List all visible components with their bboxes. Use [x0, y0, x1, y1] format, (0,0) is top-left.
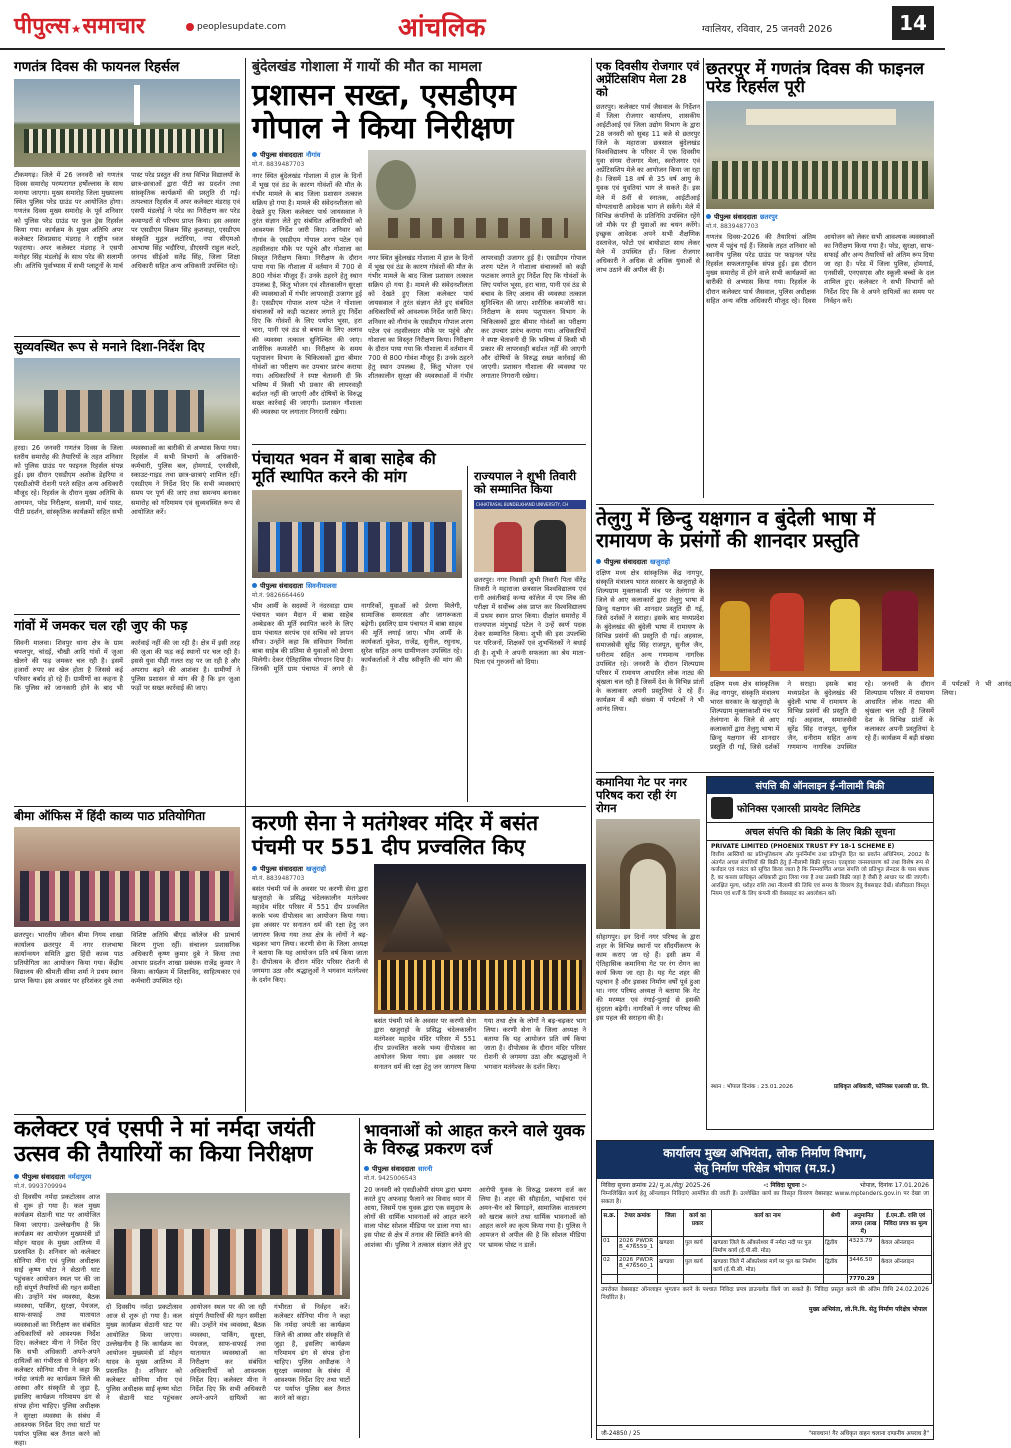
article-narmada [14, 1117, 354, 1447]
body-text-2: दो दिवसीय नर्मदा प्रकटोत्सव आज से शुरू हो गया है। कल मुख्य कार्यक्रम सेठानी घाट पर आयोजित किया जाएगा। उल्लेखनीय है कि कार्यक्रम का आयोजन मुख्यमंत्री डॉ मोहन यादव के मुख्य आतिथ्य में प्रस्तावित है। शनिवार को कलेक्टर सोनिया मीना एवं पुलिस अधीक्षक साईं कृष्ण थोटा ने सेठानी घाट पहुंचकर आयोजन स्थल पर की जा रही संपूर्ण तैयारियों की गहन समीक्षा की। उन्होंने मंच व्यवस्था, बैठक व्यवस्था, पार्किंग, सुरक्षा, पेयजल, साफ-सफाई तथा यातायात व्यवस्थाओं का निरीक्षण कर संबंधित अधिकारियों को आवश्यक निर्देश दिए। कलेक्टर मीना ने निर्देश दिए कि सभी अधिकारी अपने-अपने दायित्वों का गंभीरता से निर्वहन करें। कलेक्टर सोनिया मीना ने कहा कि नर्मदा जयंती का कार्यक्रम जिले की आस्था और संस्कृति से जुड़ा है, इसलिए कार्यक्रम गरिमामय ढंग से संपन्न होना चाहिए। पुलिस अधीक्षक ने सुरक्षा व्यवस्था के संबंध में आवश्यक निर्देश दिए तथा घाटों पर पर्याप्त पुलिस बल तैनात करने को कहा। [106, 1303, 350, 1403]
byline: पीपुल्स संवाददाता [714, 212, 758, 221]
body-text-2: दक्षिण मध्य क्षेत्र सांस्कृतिक केंद्र नागपुर, संस्कृति मंत्रालय भारत सरकार के खजुराहो के शिल्पग्राम मुक्ताकाशी मंच पर तेलंगाना के जिले से आए कलाकारों द्वारा तेलुगु भाषा में छिन्दु यक्षगान की शानदार प्रस्तुति दी गई, जिसे दर्शकों ने सराहा। इसके बाद मध्यप्रदेश के बुंदेलखंड की बुंदेली भाषा में रामायण के विभिन्न प्रसंगों की प्रस्तुति दी गई। अहवाल, समाजसेवी सुरेंद्र सिंह राजपूत, सुनील जैन, धनीराम सहित अन्य गणमान्य नागरिक उपस्थित रहे। जनवरी के दौरान शिल्पग्राम परिसर में रामायण आधारित लोक नाट्य की श्रृंखला चल रही है जिसमें देश के विभिन्न प्रांतों के कलाकार अपनी प्रस्तुतियां दे रहे हैं। कार्यक्रम में बड़ी संख्या में पर्यटकों ने भी आनंद लिया। [710, 679, 1011, 752]
byline-dot-icon [252, 152, 257, 157]
section-rule-6 [596, 504, 934, 505]
column-rule-sarni [359, 1118, 360, 1438]
article-guidelines [14, 340, 240, 608]
byline-mobile: मो.नं. 8839487703 [706, 222, 759, 230]
headline: सुव्यवस्थित रूप से मनाने दिशा-निर्देश दिए [14, 339, 205, 354]
byline-place: नौगांव [306, 150, 321, 159]
section-rule-5 [14, 1114, 586, 1115]
footer-slogan: "सावधान! गैर अधिकृत वाहन चलाना दण्डनीय अपराध है" [808, 1430, 929, 1437]
headline: एक दिवसीय रोजगार एवं अप्रेंटिसशिप मेला 28 को [596, 59, 700, 99]
body-text-2: बसंत पंचमी पर्व के अवसर पर करणी सेना द्वारा खजुराहो के प्रसिद्ध चंदेलकालीन मतंगेश्वर महादेव मंदिर परिसर में 551 दीप प्रज्वलित करके भव्य दीपोत्सव का आयोजन किया गया। इस अवसर पर सनातन धर्म की रक्षा हेतु जन जागरण किया गया तथा क्षेत्र के लोगों ने बढ़-चढ़कर भाग लिया। करणी सेना के जिला अध्यक्ष ने बताया कि यह आयोजन प्रति वर्ष किया जाता है। दीपोत्सव के दौरान मंदिर परिसर रोशनी से जगमगा उठा और श्रद्धालुओं ने भगवान मतंगेश्वर के दर्शन किए। [374, 1017, 586, 1071]
headline: भावनाओं को आहत करने वाले युवक के विरुद्ध प्रकरण दर्ज [364, 1121, 585, 1159]
byline-dot-icon [596, 559, 601, 564]
tender-header-cell: स.क्र. [602, 1209, 618, 1236]
body-text: सिवनी मालवा। शिवपुर थाना क्षेत्र के ग्राम चपलपुर, चांदई, चौखी आदि गांवों में जुआ खेलने की फड़ जमकर चल रही है। इसमें हजारों रुपए का खेल होता है जिससे कई परिवार बर्बाद हो रहे हैं। ग्रामीणों का कहना है कि पुलिस को जानकारी होने के बाद भी कार्रवाई नहीं की जा रही है। क्षेत्र में इसी तरह की जुआ की फड़ कई स्थानों पर चल रही है। इससे युवा पीढ़ी गलत राह पर जा रही है और अपराध बढ़ने की आशंका है। ग्रामीणों ने पुलिस प्रशासन से मांग की है कि इन जुआ फड़ों पर सख्त कार्रवाई की जाए। [14, 638, 240, 693]
byline-mobile: मो.नं. 9826664469 [252, 591, 305, 599]
byline: पीपुल्स संवाददाता [22, 1173, 66, 1182]
article-job-fair [596, 60, 700, 500]
tender-cell-name: खण्डवा जिले में ओंकारेश्वर मार्ग पर पुल का निर्माण कार्य (ई.पी.सी. मोड) [712, 1255, 824, 1274]
tender-notice-label: -: निविदा सूचना :- [763, 1182, 807, 1189]
article-chhatarpur-parade [706, 60, 934, 500]
tender-total-blank [658, 1274, 684, 1283]
byline-mobile: मो.नं. 9993709994 [14, 1183, 67, 1191]
tender-cell-sno: 02 [602, 1255, 618, 1274]
byline-place: खजुराहो [650, 557, 670, 566]
tender-total-blank [684, 1274, 712, 1283]
byline: पीपुल्स संवाददाता [260, 865, 304, 874]
column-rule-right [591, 58, 592, 1438]
dateline: ग्वालियर, रविवार, 25 जनवरी 2026 [702, 24, 833, 35]
group-photo[interactable] [14, 827, 240, 927]
tender-ref: निविदा सूचना क्रमांक 22/ मु.अ./सेतु/ 2025-26 [601, 1182, 711, 1189]
cows-photo[interactable] [368, 150, 586, 250]
byline: पीपुल्स संवाददाता [604, 557, 648, 566]
notice-title: संपत्ति की ऑनलाइन ई-नीलामी बिक्री [707, 777, 933, 794]
headline: गांवों में जमकर चल रही जुए की फड़ [14, 619, 188, 634]
brand-part-b: समाचार [82, 14, 145, 39]
headline: पंचायत भवन में बाबा साहेब की मूर्ति स्थापित करने की मांग [252, 449, 436, 486]
tender-header-cell: जिला [658, 1209, 684, 1236]
tender-total-blank [880, 1274, 932, 1283]
tender-date: भोपाल, दिनांक 17.01.2026 [859, 1182, 929, 1189]
officials-photo[interactable] [14, 358, 240, 440]
column-rule-left [245, 58, 246, 1112]
tender-cell-name: खण्डवा जिले के ओंकारेश्वर में नर्मदा नदी पर पुल निर्माण कार्य (ई.पी.सी. मोड) [712, 1236, 824, 1255]
body-text: गणतंत्र दिवस-2026 की तैयारियां अंतिम चरण में पहुंच गई हैं। जिसके तहत शनिवार को स्थानीय पुलिस परेड ग्राउंड पर फाइनल परेड रिहर्सल सफलतापूर्वक संपन्न हुई। इस दौरान मुख्य समारोह में होने वाले सभी कार्यक्रमों का बारीकी से अभ्यास किया गया। रिहर्सल के दौरान कलेक्टर पार्थ जैसवाल, पुलिस अधीक्षक सहित अन्य वरिष्ठ अधिकारी मौजूद रहे। दिवस आयोजन को लेकर सभी आवश्यक व्यवस्थाओं का निरीक्षण किया गया है। परेड, सुरक्षा, साफ-सफाई और अन्य तैयारियों को अंतिम रूप दिया जा रहा है। परेड में जिला पुलिस, होमगार्ड, एनसीसी, एनएसएस और स्कूली बच्चों के दल शामिल हुए। कलेक्टर ने सभी विभागों को निर्देश दिए कि वे अपने दायित्वों का समय पर निर्वहन करें। [706, 232, 934, 305]
tender-cell-emd: केवल ऑनलाइन [880, 1236, 932, 1255]
tender-total: 7770.29 [848, 1274, 880, 1283]
masthead [0, 0, 945, 50]
section-rule-1 [14, 336, 240, 337]
byline-dot-icon [252, 866, 257, 871]
banner-text: CHHATRASAL BUNDELKHAND UNIVERSITY, CH [474, 500, 586, 509]
byline: पीपुल्स संवाददाता [372, 1164, 416, 1173]
tender-cell-category: द्वितीय [824, 1255, 848, 1274]
section-rule-7 [596, 772, 934, 773]
body-text-1: नगर स्थित बुंदेलखंड गोशाला में हाल के दिनों में भूख एवं ठंड के कारण गोवंशों की मौत के गंभीर मामले के बाद जिला प्रशासन तत्काल सक्रिय हो गया है। मामले की संवेदनशीलता को देखते हुए जिला कलेक्टर पार्थ जायसवाल ने तुरंत संज्ञान लेते हुए संबंधित अधिकारियों को आवश्यक निर्देश जारी किए। शनिवार को नौगांव के एसडीएम गोपाल शरण पटेल एवं तहसीलदार मौके पर पहुंचे और गोशाला का विस्तृत निरीक्षण किया। निरीक्षण के दौरान पाया गया कि गौशाला में वर्तमान में 700 से 800 गोवंश मौजूद हैं। उनके ठहरने हेतु स्थान उपलब्ध है, किंतु भोजन एवं शीतकालीन सुरक्षा की व्यवस्थाओं में गंभीर लापरवाही उजागर हुई है। एसडीएम गोपाल शरण पटेल ने गोशाला संचालकों को कड़ी फटकार लगाते हुए निर्देश दिए कि गोवंशों के लिए पर्याप्त भूसा, हरा चारा, पानी एवं ठंड से बचाव के लिए अलाव की व्यवस्था तत्काल सुनिश्चित की जाए। शारीरिक कमजोरी था। निरीक्षण के समय पशुपालन विभाग के चिकित्सकों द्वारा बीमार गोवंशों का परीक्षण कर उपचार प्रारंभ कराया गया। अधिकारियों ने स्पष्ट चेतावनी दी कि भविष्य में किसी भी प्रकार की लापरवाही बर्दाश्त नहीं की जाएगी और दोषियों के विरुद्ध सख्त कार्रवाई की जाएगी। प्रशासन गौशाला की व्यवस्था पर लगातार निगरानी रखेगा। [252, 171, 362, 417]
notice-place-date: स्थान : भोपाल दिनांक : 23.01.2026 [711, 1084, 793, 1090]
section-rule-2 [14, 614, 240, 615]
parade-photo[interactable] [706, 101, 934, 209]
article-gaushala [252, 60, 586, 440]
headline: गणतंत्र दिवस की फायनल रिहर्सल [14, 59, 180, 75]
body-text: छतरपुर। कलेक्टर पार्थ जैसवाल के निर्देशन में जिला रोजगार कार्यालय, शासकीय आईटीआई एवं जिला उद्योग विभाग के द्वारा 28 जनवरी को सुबह 11 बजे से छतरपुर जिले के महाराजा छत्रसाल बुंदेलखंड विश्वविद्यालय के परिसर में एक दिवसीय युवा संगम रोजगार मेला, स्वरोजगार एवं अप्रेंटिसशिप मेले का आयोजन किया जा रहा है। जिसमें 18 वर्ष से 35 वर्ष आयु के युवक एवं युवतियां भाग ले सकते हैं। इस मेले में 8वीं से स्नातक, आईटीआई योग्यताधारी आवेदक भाग ले सकेंगे। मेले में विभिन्न कंपनियों के प्रतिनिधि उपस्थित रहेंगे जो मौके पर ही युवाओं का चयन करेंगे। इच्छुक आवेदक अपने सभी शैक्षणिक दस्तावेज, फोटो एवं बायोडाटा साथ लेकर मेले में उपस्थित हों। जिला रोजगार अधिकारी ने अधिक से अधिक युवाओं से लाभ उठाने की अपील की है। [596, 102, 700, 275]
kicker: बुंदेलखंड गोशाला में गायों की मौत का मामला [252, 59, 482, 75]
tender-signoff: मुख्य अभियंता, लो.नि.वि. सेतु निर्माण परिक्षेत्र भोपाल [808, 1305, 927, 1313]
inspection-photo[interactable] [106, 1193, 350, 1299]
tender-row [602, 1236, 932, 1255]
gate-photo[interactable] [596, 819, 700, 929]
article-governor-honour [474, 470, 586, 802]
notice-signoff: प्राधिकृत अधिकारी, फोनिक्स एआरसी प्रा. लि. [833, 1084, 929, 1090]
body-text-1: बसंत पंचमी पर्व के अवसर पर करणी सेना द्वारा खजुराहो के प्रसिद्ध चंदेलकालीन मतंगेश्वर महादेव मंदिर परिसर में 551 दीप प्रज्वलित करके भव्य दीपोत्सव का आयोजन किया गया। इस अवसर पर सनातन धर्म की रक्षा हेतु जन जागरण किया गया तथा क्षेत्र के लोगों ने बढ़-चढ़कर भाग लिया। करणी सेना के जिला अध्यक्ष ने बताया कि यह आयोजन प्रति वर्ष किया जाता है। दीपोत्सव के दौरान मंदिर परिसर रोशनी से जगमगा उठा और श्रद्धालुओं ने भगवान मतंगेश्वर के दर्शन किए। [252, 885, 368, 984]
brand-part-a: पीपुल्स [14, 14, 70, 39]
column-rule-jobfair [703, 58, 704, 498]
body-text: छतरपुर। भारतीय जीवन बीमा निगम शाखा कार्यालय छतरपुर में नगर राजभाषा कार्यान्वयन समिति द्वारा हिंदी काव्य पाठ प्रतियोगिता का आयोजन किया गया। केंद्रीय विद्यालय की श्रीमती सीमा शर्मा ने प्रथम स्थान प्राप्त किया। इस अवसर पर हरिशंकर दुबे तथा विशिष्ट अतिथि बीएड कॉलेज की प्राचार्य किरण गुप्ता रहीं। संचालन प्रशासनिक अधिकारी कृष्ण कुमार दुबे ने किया तथा आभार प्रदर्शन शाखा प्रबंधक राजेंद्र कुमार ने किया। कार्यक्रम में शिक्षाविद, साहित्यकार एवं कर्मचारी उपस्थित रहे। [14, 931, 240, 985]
article-lic-poetry [14, 810, 240, 1108]
headline: बीमा ऑफिस में हिंदी काव्य पाठ प्रतियोगिता [14, 809, 206, 823]
website-row[interactable] [186, 22, 286, 32]
section-rule-3 [14, 806, 586, 807]
tender-cell-district: खण्डवा [658, 1255, 684, 1274]
rehearsal-photo[interactable] [14, 79, 240, 167]
byline-mobile: मो.नं. 8839487703 [252, 875, 305, 883]
article-kamaniya-gate [596, 776, 700, 1140]
byline-dot-icon [706, 214, 711, 219]
body-text: भीम आर्मी के सदस्यों ने नंदरवाड़ा ग्राम पंचायत भवन मैदान में बाबा साहेब अम्बेडकर की मूर्ति स्थापित करने के लिए ग्राम पंचायत सरपंच एवं सचिव को ज्ञापन सौंपा। उन्होंने कहा कि संविधान निर्माता बाबा साहेब की प्रतिमा से युवाओं को प्रेरणा मिलेगी। देकर ऐतिहासिक योगदान दिया है। जिनकी मूर्ति ग्राम पंचायत में लगने से नागरिकों, युवाओं को प्रेरणा मिलेगी, सामाजिक समरसता और जागरूकता बढ़ेगी। इसलिए ग्राम पंचायत में बाबा साहब की मूर्ति लगाई जाए। भीम आर्मी के कार्यकर्ता मुकेश, राजेंद्र, सुनील, रघुनाथ, सुरेश सहित अन्य ग्रामीणजन उपस्थित रहे। कार्यकर्ताओं ने शीघ्र स्वीकृति की मांग की है। [252, 601, 462, 674]
byline-place: सिवनीमालवा [306, 581, 337, 590]
tender-cell-district: खण्डवा [658, 1236, 684, 1255]
performance-photo[interactable] [710, 569, 934, 677]
article-ambedkar-statue [252, 450, 462, 802]
byline-dot-icon [364, 1166, 369, 1171]
body-text: सोहागपुर। इन दिनों नगर परिषद के द्वारा शहर के विभिन्न स्थानों पर सौंदर्यीकरण के काम कराए जा रहे हैं। इसी क्रम में ऐतिहासिक कमानिया गेट पर रंग रोगन का कार्य किया जा रहा है। यह गेट शहर की पहचान है और इसका निर्माण वर्षों पूर्व हुआ था। नगर परिषद अध्यक्ष ने बताया कि गेट की मरम्मत एवं रंगाई-पुताई से इसकी सुंदरता बढ़ेगी। नागरिकों ने नगर परिषद की इस पहल की सराहना की है। [596, 932, 700, 1023]
brand-logo[interactable] [14, 10, 145, 38]
tender-header-cell: कार्य का नाम [712, 1209, 824, 1236]
company-name: फोनिक्स एआरसी प्रायवेट लिमिटेड [737, 804, 861, 815]
brand-star-icon: ★ [70, 22, 82, 36]
article-yakshagana [596, 507, 1011, 768]
body-text-2: नगर स्थित बुंदेलखंड गोशाला में हाल के दिनों में भूख एवं ठंड के कारण गोवंशों की मौत के गंभीर मामले के बाद जिला प्रशासन तत्काल सक्रिय हो गया है। मामले की संवेदनशीलता को देखते हुए जिला कलेक्टर पार्थ जायसवाल ने तुरंत संज्ञान लेते हुए संबंधित अधिकारियों को आवश्यक निर्देश जारी किए। शनिवार को नौगांव के एसडीएम गोपाल शरण पटेल एवं तहसीलदार मौके पर पहुंचे और गोशाला का विस्तृत निरीक्षण किया। निरीक्षण के दौरान पाया गया कि गौशाला में वर्तमान में 700 से 800 गोवंश मौजूद हैं। उनके ठहरने हेतु स्थान उपलब्ध है, किंतु भोजन एवं शीतकालीन सुरक्षा की व्यवस्थाओं में गंभीर लापरवाही उजागर हुई है। एसडीएम गोपाल शरण पटेल ने गोशाला संचालकों को कड़ी फटकार लगाते हुए निर्देश दिए कि गोवंशों के लिए पर्याप्त भूसा, हरा चारा, पानी एवं ठंड से बचाव के लिए अलाव की व्यवस्था तत्काल सुनिश्चित की जाए। शारीरिक कमजोरी था। निरीक्षण के समय पशुपालन विभाग के चिकित्सकों द्वारा बीमार गोवंशों का परीक्षण कर उपचार प्रारंभ कराया गया। अधिकारियों ने स्पष्ट चेतावनी दी कि भविष्य में किसी भी प्रकार की लापरवाही बर्दाश्त नहीं की जाएगी और दोषियों के विरुद्ध सख्त कार्रवाई की जाएगी। प्रशासन गौशाला की व्यवस्था पर लगातार निगरानी रखेगा। [368, 253, 586, 381]
tender-total-blank [602, 1274, 618, 1283]
byline-place: नर्मदापुरम [68, 1173, 92, 1182]
notice-body: वित्तीय आस्तियों का प्रतिभूतिकरण और पुनर्निर्माण तथा प्रतिभूति हित का प्रवर्तन अधिनियम, 2002 के अंतर्गत अचल संपत्तियों की बिक्री हेतु ई-नीलामी बिक्री सूचना। एतद्द्वारा जनसाधारण को तथा विशेष रूप से कर्जदार एवं गारंटर को सूचित किया जाता है कि निम्नवर्णित अचल संपत्ति जो प्रतिभूत लेनदार के पास बंधक है, का कब्जा प्राधिकृत अधिकारी द्वारा लिया गया है तथा उसकी बिक्री जहां है जैसी है आधार पर की जाएगी। आरक्षित मूल्य, धरोहर राशि तथा नीलामी की तिथि एवं समय के विवरण हेतु वेबसाइट देखें। बोलीदाता विस्तृत नियम एवं शर्तों के लिए कंपनी की वेबसाइट का अवलोकन करें। [711, 852, 929, 897]
byline-place: छतरपुर [760, 212, 778, 221]
tender-header-cell: ई.एम.डी. राशि एवं निविदा प्रपत्र का मूल्य [880, 1209, 932, 1236]
headline: प्रशासन सख्त, एसडीएम गोपाल ने किया निरीक्षण [252, 77, 516, 147]
tender-header-cell: टेण्डर क्रमांक [618, 1209, 658, 1236]
column-rule-center [467, 466, 468, 802]
tender-table [601, 1209, 932, 1284]
byline-mobile: मो.नं. 8839487703 [252, 160, 305, 168]
body-text: हरदा। 26 जनवरी गणतंत्र दिवस के जिला स्तरीय समारोह की तैयारियों के तहत शनिवार को पुलिस ग्राउंड पर फाइनल रिहर्सल संपन्न हुई। इस दौरान एसडीएम अशोक डेहरिया व एसडीओपी रोशनी परते सहित अन्य अधिकारी मौजूद रहे। रिहर्सल के दौरान मुख्य अतिथि के आगमन, परेड निरीक्षण, सलामी, मार्च पास्ट, पीटी प्रदर्शन, सांस्कृतिक कार्यक्रमों सहित सभी व्यवस्थाओं का बारीकी से अभ्यास किया गया। रिहर्सल में सभी विभागों के अधिकारी-कर्मचारी, पुलिस बल, होमगार्ड, एनसीसी, स्काउट-गाइड तथा छात्र-छात्राएं शामिल रहीं। एसडीएम ने निर्देश दिए कि सभी व्यवस्थाएं समय पर पूर्ण की जाएं तथा समन्वय बनाकर समारोह को गरिमामय एवं सुव्यवस्थित रूप से आयोजित करें। [14, 444, 240, 516]
phoenix-logo-icon [711, 797, 733, 819]
tender-intro: निम्नलिखित कार्य हेतु ऑनलाइन निविदाएं आमंत्रित की जाती हैं। उल्लेखित कार्य का विस्तृत विवरण वेबसाइट www.mptenders.gov.in पर देखा जा सकता है। [601, 1191, 929, 1205]
headline: कलेक्टर एवं एसपी ने मां नर्मदा जयंती उत्सव की तैयारियों का किया निरीक्षण [14, 1117, 315, 1167]
article-sarni-case [364, 1122, 586, 1440]
tender-cell-tender: 2026_PWDRB_476560_1 [618, 1255, 658, 1274]
headline: राज्यपाल ने शुभी तिवारी को सम्मानित किया [474, 469, 577, 496]
byline-dot-icon [252, 583, 257, 588]
tender-notice [596, 1140, 934, 1440]
page-number: 14 [892, 6, 934, 40]
auction-notice [706, 776, 934, 1130]
byline-place: खजुराहो [306, 865, 326, 874]
tender-cell-category: द्वितीय [824, 1236, 848, 1255]
trust-name: PRIVATE LIMITED (PHOENIX TRUST FY 18-1 SCHEME E) [711, 843, 895, 850]
convocation-photo[interactable] [474, 500, 586, 572]
headline: कमानिया गेट पर नगर परिषद करा रही रंग रोगन [596, 775, 687, 815]
tender-cell-type: पुल कार्य [684, 1255, 712, 1274]
tender-row [602, 1255, 932, 1274]
headline: छतरपुर में गणतंत्र दिवस की फाइनल परेड रिहर्सल पूरी [706, 59, 924, 97]
byline: पीपुल्स संवाददाता [260, 581, 304, 590]
headline: करणी सेना ने मतंगेश्वर मंदिर में बसंत पंचमी पर 551 दीप प्रज्वलित किए [252, 811, 539, 859]
website-link: peoplesupdate.com [197, 22, 286, 32]
tender-title: कार्यालय मुख्य अभियंता, लोक निर्माण विभाग, [597, 1141, 933, 1161]
tender-cell-emd: केवल ऑनलाइन [880, 1255, 932, 1274]
article-gambling [14, 620, 240, 800]
temple-diya-photo[interactable] [374, 864, 586, 1014]
section-rule-4 [252, 444, 586, 445]
tender-header-cell: अनुमानित लागत (लाख में) [848, 1209, 880, 1236]
article-karni-sena [252, 812, 586, 1112]
tender-cell-tender: 2026_PWDRB_476559_1 [618, 1236, 658, 1255]
tender-total-blank [618, 1274, 658, 1283]
byline-place: सारनी [418, 1164, 433, 1173]
tender-header-cell: श्रेणी [824, 1209, 848, 1236]
tender-footer: उपरोक्त वेबसाइट ऑनलाइन भुगतान करने के पश्चात निविदा प्रपत्र डाउनलोड किये जा सकते हैं। निविदा प्रस्तुत करने की अंतिम तिथि 24.02.2026 निर्धारित है। [601, 1286, 929, 1301]
tender-total-blank [712, 1274, 824, 1283]
globe-icon [186, 23, 194, 31]
body-text: 20 जनवरी को एसडीओपी संयम द्वारा भ्रमण करते हुए अफवाह फैलाने का विवाद ध्यान में आया, जिसमें एक युवक द्वारा एक समुदाय के लोगों की धार्मिक भावनाओं को आहत करने वाला पोस्ट सोशल मीडिया पर डाला गया था। इस पोस्ट से क्षेत्र में तनाव की स्थिति बनने की आशंका थी। पुलिस ने तत्काल संज्ञान लेते हुए आरोपी युवक के विरुद्ध प्रकरण दर्ज कर लिया है। शहर की सौहार्दता, भाईचारा एवं अमन-चैन को बिगाड़ने, सामाजिक वातावरण को खराब करने तथा धार्मिक भावनाओं को आहत करने का कृत्य किया गया है। पुलिस ने आमजन से अपील की है कि सोशल मीडिया पर भ्रामक पोस्ट न डालें। [364, 1185, 586, 1249]
body-text: टीकमगढ़। जिले में 26 जनवरी को गणतंत्र दिवस समारोह परम्परागत हर्षोल्लास के साथ मनाया जाएगा। मुख्य समारोह जिला मुख्यालय स्थित पुलिस परेड ग्राउंड पर आयोजित होगा। गणतंत्र दिवस मुख्य समारोह के पूर्व शनिवार को पुलिस परेड ग्राउंड पर फुल ड्रेस रिहर्सल किया गया। कार्यक्रम के मुख्य अतिथि अपर कलेक्टर शिवप्रसाद मंडराह ने राष्ट्रीय ध्वज फहराया। अपर कलेक्टर मंडराह ने एसपी मनोहर सिंह मंडलोई के साथ परेड की सलामी ली। अतिथि पूर्वाभ्यास में सभी प्लाटूनों के मार्च पास्ट परेड प्रस्तुत की तथा विभिन्न विद्यालयों के छात्र-छात्राओं द्वारा पीटी का प्रदर्शन तथा सांस्कृतिक कार्यक्रमों की प्रस्तुति दी गईं। तत्पश्चात रिहर्सल में अपर कलेक्टर मंडराह एवं एसपी मंडलोई ने परेड का निरीक्षण कर परेड कमाण्डरों से परिचय प्राप्त किया। इस अवसर पर एसडीएम विक्रम सिंह कुशवाहा, एसडीएम संस्कृति मुद्गल लटोरिया, नपा सीएमओ आभाषा सिंह भदौरिया, डीएसपी राहुल कटरे, जनपद सीईओ सतेंद्र सिंह, जिला शिक्षा अधिकारी सहित अन्य अधिकारी उपस्थित रहे। [14, 171, 240, 271]
byline-mobile: मो.नं. 9425006543 [364, 1174, 417, 1182]
body-text: छतरपुर। नगर निवासी शुभी तिवारी पिता वीरेंद्र तिवारी ने महाराजा छत्रसाल विश्वविद्यालय एवं रानी अवंतीबाई कन्या कॉलेज में एम लिब की परीक्षा में सर्वोच्च अंक प्राप्त कर विश्वविद्यालय में प्रथम स्थान प्राप्त किया। दीक्षांत समारोह में राज्यपाल मंगुभाई पटेल ने उन्हें स्वर्ण पदक देकर सम्मानित किया। शुभी की इस उपलब्धि पर परिजनों, शिक्षकों एवं शुभचिंतकों ने बधाई दी है। शुभी ने अपनी सफलता का श्रेय माता-पिता एवं गुरुजनों को दिया। [474, 575, 586, 666]
tender-total-row [602, 1274, 932, 1283]
tender-cell-type: पुल कार्य [684, 1236, 712, 1255]
byline: पीपुल्स संवाददाता [260, 150, 304, 159]
article-republic-rehearsal [14, 60, 240, 332]
tender-cell-sno: 01 [602, 1236, 618, 1255]
body-text-1: दक्षिण मध्य क्षेत्र सांस्कृतिक केंद्र नागपुर, संस्कृति मंत्रालय भारत सरकार के खजुराहो के शिल्पग्राम मुक्ताकाशी मंच पर तेलंगाना के जिले से आए कलाकारों द्वारा तेलुगु भाषा में छिन्दु यक्षगान की शानदार प्रस्तुति दी गई, जिसे दर्शकों ने सराहा। इसके बाद मध्यप्रदेश के बुंदेलखंड की बुंदेली भाषा में रामायण के विभिन्न प्रसंगों की प्रस्तुति दी गई। अहवाल, समाजसेवी सुरेंद्र सिंह राजपूत, सुनील जैन, धनीराम सहित अन्य गणमान्य नागरिक उपस्थित रहे। जनवरी के दौरान शिल्पग्राम परिसर में रामायण आधारित लोक नाट्य की श्रृंखला चल रही है जिसमें देश के विभिन्न प्रांतों के कलाकार अपनी प्रस्तुतियां दे रहे हैं। कार्यक्रम में बड़ी संख्या में पर्यटकों ने भी आनंद लिया। [596, 568, 704, 714]
tender-total-blank [824, 1274, 848, 1283]
memorandum-photo[interactable] [252, 490, 462, 578]
notice-subtitle: अचल संपत्ति की बिक्री के लिए बिक्री सूचना [707, 822, 933, 841]
tender-cell-cost: 4323.79 [848, 1236, 880, 1255]
headline: तेलुगु में छिन्दु यक्षगान व बुंदेली भाषा में रामायण के प्रसंगों की शानदार प्रस्तुति [596, 507, 876, 552]
byline-dot-icon [14, 1174, 19, 1179]
tender-subtitle: सेतु निर्माण परिक्षेत्र भोपाल (म.प्र.) [597, 1161, 933, 1179]
section-title: आंचलिक [398, 13, 486, 43]
footer-code: जी-24850 / 25 [601, 1430, 641, 1437]
tender-cell-cost: 3446.50 [848, 1255, 880, 1274]
body-text-1: दो दिवसीय नर्मदा प्रकटोत्सव आज से शुरू हो गया है। कल मुख्य कार्यक्रम सेठानी घाट पर आयोजित किया जाएगा। उल्लेखनीय है कि कार्यक्रम का आयोजन मुख्यमंत्री डॉ मोहन यादव के मुख्य आतिथ्य में प्रस्तावित है। शनिवार को कलेक्टर सोनिया मीना एवं पुलिस अधीक्षक साईं कृष्ण थोटा ने सेठानी घाट पहुंचकर आयोजन स्थल पर की जा रही संपूर्ण तैयारियों की गहन समीक्षा की। उन्होंने मंच व्यवस्था, बैठक व्यवस्था, पार्किंग, सुरक्षा, पेयजल, साफ-सफाई तथा यातायात व्यवस्थाओं का निरीक्षण कर संबंधित अधिकारियों को आवश्यक निर्देश दिए। कलेक्टर मीना ने निर्देश दिए कि सभी अधिकारी अपने-अपने दायित्वों का गंभीरता से निर्वहन करें। कलेक्टर सोनिया मीना ने कहा कि नर्मदा जयंती का कार्यक्रम जिले की आस्था और संस्कृति से जुड़ा है, इसलिए कार्यक्रम गरिमामय ढंग से संपन्न होना चाहिए। पुलिस अधीक्षक ने सुरक्षा व्यवस्था के संबंध में आवश्यक निर्देश दिए तथा घाटों पर पर्याप्त पुलिस बल तैनात करने को कहा। [14, 1193, 100, 1447]
tender-header-cell: कार्य का प्रकार [684, 1209, 712, 1236]
